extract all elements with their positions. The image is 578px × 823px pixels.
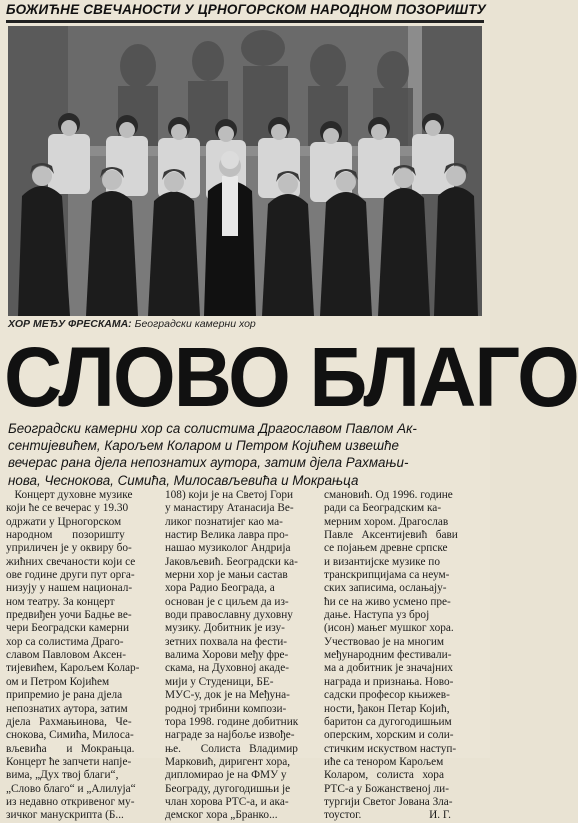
article-line: ради са Београдским ка- bbox=[324, 502, 442, 515]
article-line: демског хора „Бранко... bbox=[165, 809, 278, 822]
article-line: дјела Рахмањинова, Че- bbox=[6, 715, 132, 728]
article-line: Концерт духовне музике bbox=[6, 489, 133, 501]
deck bbox=[8, 420, 484, 489]
article-line: се појањем древне српске bbox=[324, 542, 448, 555]
article-line: тоустог. И. Г. bbox=[324, 809, 451, 822]
article-line: из недавно откривеног му- bbox=[6, 795, 135, 808]
caption-text: Београдски камерни хор bbox=[131, 318, 256, 330]
article-line: ских записима, ослањају- bbox=[324, 582, 447, 595]
article-line: снокова, Симића, Милоса- bbox=[6, 729, 134, 742]
article-line: 108) који је на Светој Гори bbox=[165, 489, 294, 501]
article-line: Београду, дугогодишњи је bbox=[165, 782, 291, 795]
article-line: иће са тенором Карољем bbox=[324, 755, 444, 768]
article-line: дање. Наступа уз број bbox=[324, 609, 430, 622]
deck-line: вечерас рана дјела непознатих аутора, затим дјела Рахмањи- bbox=[8, 455, 409, 471]
article-column-2 bbox=[165, 489, 318, 822]
article-line: уприличен је у оквиру бо- bbox=[6, 542, 132, 555]
article-line: баритон са дугогодишњим bbox=[324, 715, 452, 728]
article-line: ма а добитник је значајних bbox=[324, 662, 453, 675]
article-line: зичког манускрипта (Б... bbox=[6, 809, 124, 822]
article-line: Марковић, диригент хора, bbox=[165, 755, 291, 768]
article-line: смановић. Од 1996. године bbox=[324, 489, 453, 501]
headline: СЛОВО БЛАГО bbox=[4, 330, 578, 424]
article-line: Концерт ће запчети напје- bbox=[6, 755, 132, 768]
article-line: „Слово благо“ и „Алилуја“ bbox=[6, 782, 136, 795]
article-line: валима Хорови међу фре- bbox=[165, 649, 289, 662]
article-line: Павле Аксентијевић бави bbox=[324, 529, 458, 542]
article-line: у манастиру Атанасија Ве- bbox=[165, 502, 294, 515]
article-line: славом Павловом Аксен- bbox=[6, 649, 126, 662]
article-line: мији у Студеници, БЕ- bbox=[165, 675, 274, 688]
article-line: и византијске музике по bbox=[324, 555, 440, 568]
article-line: предвиђен уочи Бадње ве- bbox=[6, 609, 132, 622]
deck-line: нова, Чеснокова, Симића, Милосављевића и Мокрањца bbox=[8, 472, 359, 488]
article-line: припремио је рана дјела bbox=[6, 689, 123, 702]
article-line: мерни хор је мањи састав bbox=[165, 569, 288, 582]
deck-line: сентијевићем, Карољем Коларом и Петром Којићем извешће bbox=[8, 438, 399, 454]
article-line: ћи се на живо усмено пре- bbox=[324, 595, 451, 608]
article-line: мерним хором. Драгослав bbox=[324, 515, 449, 528]
article-line: ности, ђакон Петар Којић, bbox=[324, 702, 450, 715]
article-line: Јаковљевић. Београдски ка- bbox=[165, 555, 298, 568]
article-line: стичким искуством наступ- bbox=[324, 742, 457, 755]
article-line: садски професор књижев- bbox=[324, 689, 450, 702]
article-line: скама, на Духовној акаде- bbox=[165, 662, 290, 675]
article-line: (исон) мањег мушког хора. bbox=[324, 622, 454, 635]
article-line: Коларом, солиста хора bbox=[324, 769, 444, 782]
choir-photo bbox=[8, 26, 482, 316]
article-line: оперским, хорским и соли- bbox=[324, 729, 454, 742]
article-line: награде за најбоље извође- bbox=[165, 729, 295, 742]
section-kicker: БОЖИЋНЕ СВЕЧАНОСТИ У ЦРНОГОРСКОМ НАРОДНОМ ПОЗОРИШТУ bbox=[6, 2, 486, 17]
article-line: низују у нашем национал- bbox=[6, 582, 133, 595]
article-line: одржати у Црногорском bbox=[6, 515, 122, 528]
article-line: међународним фестивали- bbox=[324, 649, 452, 662]
article-line: МУС-у, док је на Међуна- bbox=[165, 689, 290, 702]
article-line: хора Радио Београда, а bbox=[165, 582, 275, 595]
article-line: награда и признања. Ново- bbox=[324, 675, 454, 688]
article-line: музику. Добитник је изу- bbox=[165, 622, 285, 635]
article-line: ње. Солиста Владимир bbox=[165, 742, 298, 755]
kicker-rule bbox=[6, 20, 484, 23]
article-line: жићних свечаности који се bbox=[6, 555, 136, 568]
article-column-3 bbox=[324, 489, 477, 822]
article-line: члан хорова РТС-а, и ака- bbox=[165, 795, 289, 808]
article-line: транскрипцијама са неум- bbox=[324, 569, 450, 582]
article-line: зетних похвала на фести- bbox=[165, 635, 288, 648]
article-line: народном позоришту bbox=[6, 529, 125, 542]
article-line: настир Велика лавра про- bbox=[165, 529, 289, 542]
article-line: основан је с циљем да из- bbox=[165, 595, 289, 608]
article-line: родној трибини компози- bbox=[165, 702, 287, 715]
deck-line: Београдски камерни хор са солистима Драгославом Павлом Ак- bbox=[8, 421, 417, 436]
article-line: непознатих аутора, затим bbox=[6, 702, 128, 715]
article-column-1 bbox=[6, 489, 159, 822]
article-line: ном театру. За концерт bbox=[6, 595, 115, 608]
article-line: тора 1998. године добитник bbox=[165, 715, 299, 728]
article-line: ом и Петром Којићем bbox=[6, 675, 110, 688]
article-line: дипломирао је на ФМУ у bbox=[165, 769, 287, 782]
article-line: ликог познатијег као ма- bbox=[165, 515, 283, 528]
article-line: РТС-а у Божанственој ли- bbox=[324, 782, 449, 795]
caption-lead: ХОР МЕЂУ ФРЕСКАМА: bbox=[8, 318, 132, 330]
article-line: хор са солистима Драго- bbox=[6, 635, 124, 648]
choir-photo-illustration bbox=[8, 26, 482, 316]
article-line: тургији Светог Јована Зла- bbox=[324, 795, 453, 808]
article-line: води православну духовну bbox=[165, 609, 293, 622]
article-line: ове године други пут орга- bbox=[6, 569, 135, 582]
article-line: вљевића и Мокрањца. bbox=[6, 742, 135, 755]
article-line: чери Београдски камерни bbox=[6, 622, 130, 635]
article-line: вима, „Дух твој благи“, bbox=[6, 769, 119, 782]
article-line: Учествовао је на многим bbox=[324, 635, 445, 648]
article-line: нашао музиколог Андрија bbox=[165, 542, 291, 555]
article-body bbox=[6, 489, 484, 822]
article-line: тијевићем, Карољем Колар- bbox=[6, 662, 140, 675]
article-line: који ће се вечерас у 19.30 bbox=[6, 502, 129, 515]
